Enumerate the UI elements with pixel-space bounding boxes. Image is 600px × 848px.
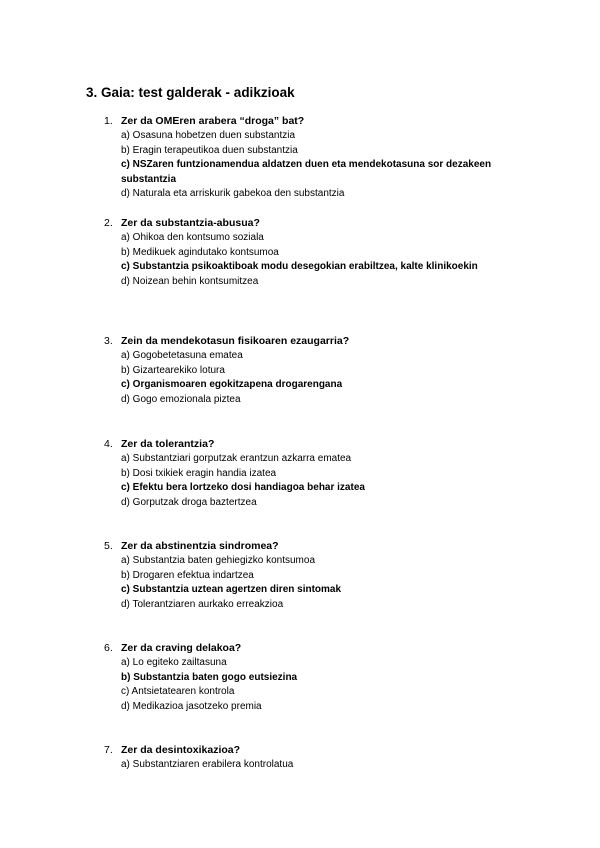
- answer-options: [121, 758, 521, 773]
- question-number: 3.: [104, 335, 113, 347]
- answer-option-a: a) Substantziaren erabilera kontrolatua: [121, 759, 294, 770]
- answer-option-b: b) Drogaren efektua indartzea: [121, 569, 254, 581]
- answer-option-d: d) Gorputzak droga baztertzea: [121, 496, 257, 508]
- answer-option-d: d) Medikazioa jasotzeko premia: [121, 700, 262, 712]
- answer-option-a: a) Gogobetetasuna ematea: [121, 350, 243, 361]
- answer-option-c-correct: c) Substantzia psikoaktiboak modu desegokian erabiltzea, kalte klinikoekin: [121, 261, 478, 273]
- answer-option-b: b) Medikuek agindutako kontsumoa: [121, 246, 279, 258]
- question-number: 4.: [104, 438, 113, 450]
- question-text: Zer da craving delakoa?: [121, 642, 242, 654]
- answer-option-c-correct: c) Substantzia uztean agertzen diren sintomak: [121, 584, 342, 596]
- question-number: 2.: [104, 217, 113, 229]
- question-text: Zer da tolerantzia?: [121, 438, 215, 450]
- answer-option-b-correct: b) Substantzia baten gogo eutsiezina: [121, 671, 298, 683]
- question-text: Zer da desintoxikazioa?: [121, 744, 241, 756]
- question-number: 5.: [104, 540, 113, 552]
- answer-option-b: b) Gizartearekiko lotura: [121, 364, 225, 376]
- answer-option-c: c) Antsietatearen kontrola: [121, 686, 235, 698]
- answer-options: [121, 349, 521, 407]
- answer-options: [121, 129, 521, 202]
- answer-option-d: d) Gogo emozionala piztea: [121, 393, 241, 405]
- answer-options: [121, 656, 521, 714]
- answer-option-c-correct: c) Organismoaren egokitzapena drogarengana: [121, 379, 343, 391]
- question-number: 1.: [104, 115, 113, 127]
- answer-option-a: a) Ohikoa den kontsumo soziala: [121, 232, 264, 243]
- question-text: Zer da substantzia-abusua?: [121, 217, 260, 229]
- answer-option-d: d) Naturala eta arriskurik gabekoa den substantzia: [121, 188, 345, 200]
- answer-option-a: a) Substantzia baten gehiegizko kontsumoa: [121, 555, 316, 566]
- question-text: Zein da mendekotasun fisikoaren ezaugarria?: [121, 335, 350, 347]
- question-text: Zer da abstinentzia sindromea?: [121, 540, 279, 552]
- question-number: 7.: [104, 744, 113, 756]
- answer-option-c-correct: c) Efektu bera lortzeko dosi handiagoa behar izatea: [121, 482, 365, 494]
- answer-option-b: b) Eragin terapeutikoa duen substantzia: [121, 144, 298, 156]
- answer-option-a: a) Substantziari gorputzak erantzun azkarra ematea: [121, 453, 352, 464]
- page-title: 3. Gaia: test galderak - adikzioak: [86, 85, 295, 100]
- question-number: 6.: [104, 642, 113, 654]
- answer-options: [121, 554, 521, 612]
- answer-option-a: a) Osasuna hobetzen duen substantzia: [121, 130, 296, 141]
- question-text: Zer da OMEren arabera “droga” bat?: [121, 115, 305, 127]
- answer-option-b: b) Dosi txikiek eragin handia izatea: [121, 467, 277, 479]
- answer-option-d: d) Tolerantziaren aurkako erreakzioa: [121, 598, 284, 610]
- answer-option-a: a) Lo egiteko zailtasuna: [121, 657, 227, 668]
- answer-option-d: d) Noizean behin kontsumitzea: [121, 275, 259, 287]
- answer-option-c-correct: c) NSZaren funtzionamendua aldatzen duen eta mendekotasuna sor dezakeen substantzia: [121, 159, 492, 185]
- answer-options: [121, 231, 521, 289]
- answer-options: [121, 452, 521, 510]
